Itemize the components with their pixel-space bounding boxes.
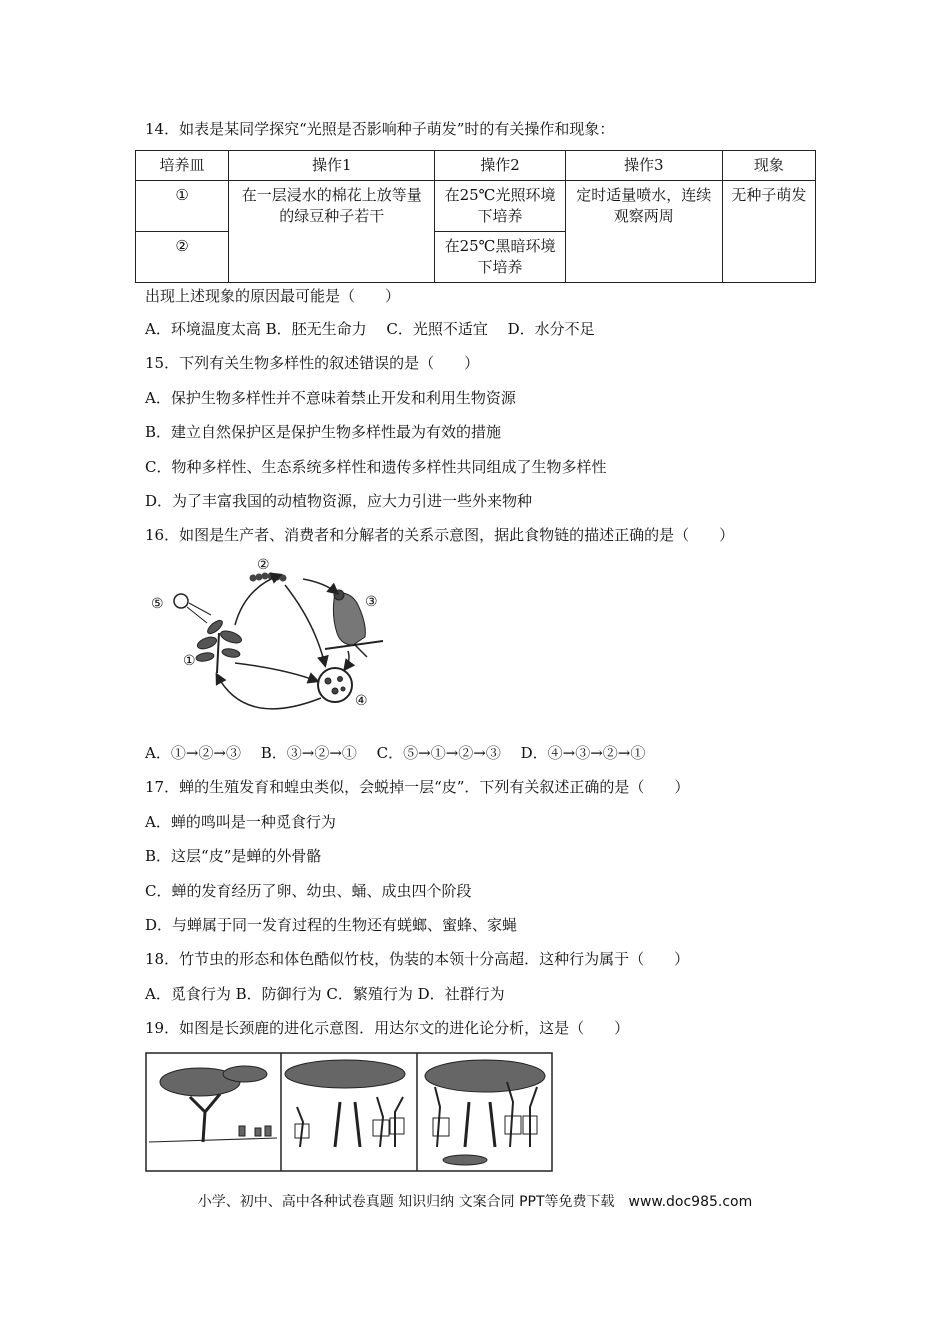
q18-options: A．觅食行为 B．防御行为 C．繁殖行为 D．社群行为 <box>145 985 505 1003</box>
q14-options: A．环境温度太高 B．胚无生命力 C．光照不适宜 D．水分不足 <box>145 320 595 338</box>
table-cell: ① <box>136 181 229 232</box>
table-header: 操作2 <box>435 151 565 181</box>
q15-stem: 15．下列有关生物多样性的叙述错误的是（ ） <box>145 354 480 372</box>
q14-question: 出现上述现象的原因最可能是（ ） <box>145 287 401 305</box>
q17-option-b: B．这层“皮”是蝉的外骨骼 <box>145 847 322 865</box>
table-cell: 在25℃黑暗环境下培养 <box>435 232 565 283</box>
table-header: 培养皿 <box>136 151 229 181</box>
q17-option-c: C．蝉的发育经历了卵、幼虫、蛹、成虫四个阶段 <box>145 882 472 900</box>
q14-stem: 14．如表是某同学探究“光照是否影响种子萌发”时的有关操作和现象： <box>145 120 615 138</box>
q17-stem: 17．蝉的生殖发育和蝗虫类似，会蜕掉一层“皮”．下列有关叙述正确的是（ ） <box>145 778 690 796</box>
q15-option-a: A．保护生物多样性并不意味着禁止开发和利用生物资源 <box>145 389 516 407</box>
giraffe-evolution-diagram <box>145 1052 553 1172</box>
table-header: 操作3 <box>565 151 722 181</box>
q17-option-a: A．蝉的鸣叫是一种觅食行为 <box>145 813 336 831</box>
q18-stem: 18．竹节虫的形态和体色酷似竹枝，伪装的本领十分高超．这种行为属于（ ） <box>145 950 690 968</box>
label-1: ① <box>183 653 196 669</box>
q15-option-c: C．物种多样性、生态系统多样性和遗传多样性共同组成了生物多样性 <box>145 458 607 476</box>
label-3: ③ <box>365 594 378 610</box>
table-cell: 在一层浸水的棉花上放等量的绿豆种子若干 <box>229 181 435 283</box>
table-cell: ② <box>136 232 229 283</box>
table-header: 操作1 <box>229 151 435 181</box>
table-cell: 在25℃光照环境下培养 <box>435 181 565 232</box>
q15-option-d: D．为了丰富我国的动植物资源，应大力引进一些外来物种 <box>145 492 533 510</box>
page-footer: 小学、初中、高中各种试卷真题 知识归纳 文案合同 PPT等免费下载 www.doc985.com <box>197 1194 753 1210</box>
table-cell: 无种子萌发 <box>722 181 815 283</box>
q15-option-b: B．建立自然保护区是保护生物多样性最为有效的措施 <box>145 423 502 441</box>
q16-stem: 16．如图是生产者、消费者和分解者的关系示意图，据此食物链的描述正确的是（ ） <box>145 526 735 544</box>
q19-stem: 19．如图是长颈鹿的进化示意图．用达尔文的进化论分析，这是（ ） <box>145 1019 630 1037</box>
food-chain-diagram <box>145 553 390 725</box>
q16-options: A．①→②→③ B．③→②→① C．⑤→①→②→③ D．④→③→②→① <box>145 744 646 762</box>
label-5: ⑤ <box>151 596 164 612</box>
q17-option-d: D．与蝉属于同一发育过程的生物还有蜣螂、蜜蜂、家蝇 <box>145 916 518 934</box>
table-header: 现象 <box>722 151 815 181</box>
experiment-table <box>135 150 816 283</box>
label-2: ② <box>257 557 270 573</box>
table-cell: 定时适量喷水，连续观察两周 <box>565 181 722 283</box>
label-4: ④ <box>355 693 368 709</box>
